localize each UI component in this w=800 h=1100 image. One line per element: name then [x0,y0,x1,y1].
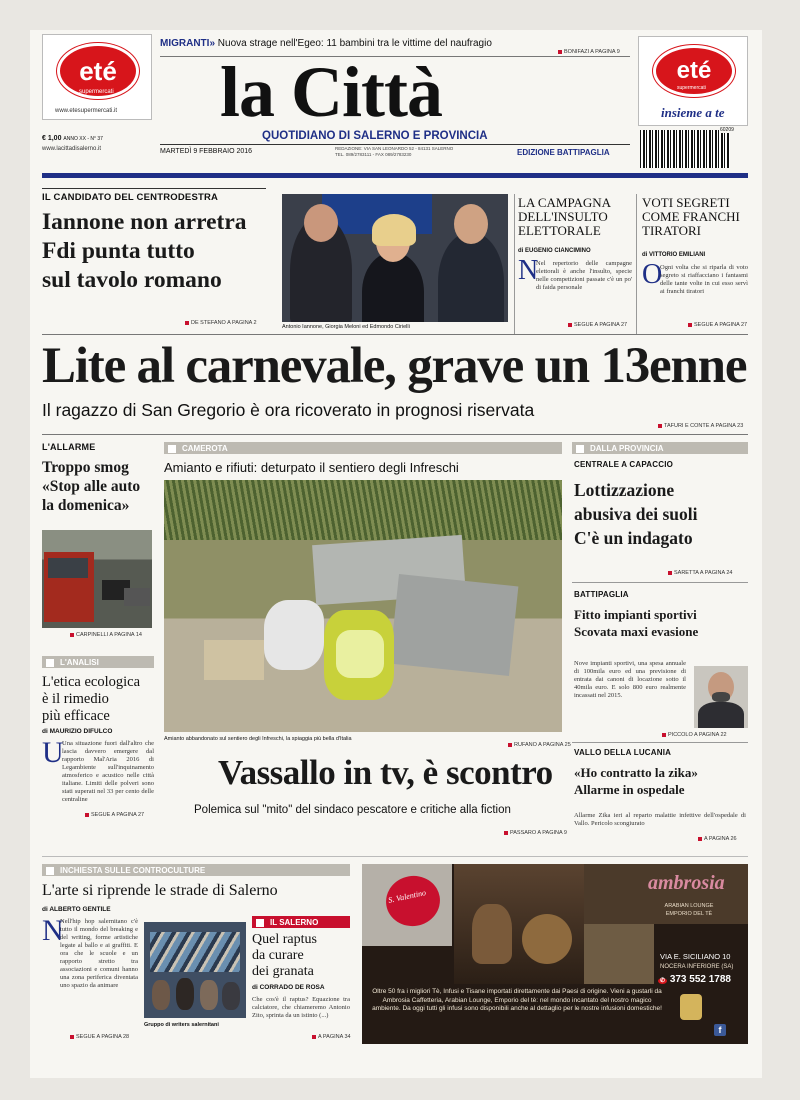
col1-body: Nel repertorio delle campagne elettorali è anche l'insulto, specie nelle competizioni passate c'è un po' di faida personale [536,260,632,291]
salernitana-headline[interactable]: Quel raptus da curare dei granata [252,932,317,979]
ambrosia-ad[interactable]: S. Valentino ambrosia ARABIAN LOUNGE EMPORIO DEL TÈ VIA E. SICILIANO 10 NOCERA INFERIORE (SA) ✆ 373 552 1788 Oltre 50 fra i migliori Tè, Infusi e Tisane importati direttamente dai Paesi di origine. Vieni a gustarli da Ambrosia Caffetteria, Arabian Lounge, Emporio del tè: nel mondo incantato del nostro magico ambiente. Da oggi tutti gli infusi sono disponibili anche al dettaglio per le nostre infusioni domestiche! f [362,864,748,1044]
col2-byline: di VITTORIO EMILIANI [642,252,706,258]
website[interactable]: www.lacittadisalerno.it [42,146,102,152]
smog-ref: CARPINELLI A PAGINA 14 [70,632,142,638]
analisi-body: Una situazione fuori dall'altro che lascia davvero emergere dal rapporto Mal'Aria 2016 di Legambiente sull'inquinamento atmosferico e acustico nelle città italiane. Limiti delle polveri sono stati superati nel 33 per cento delle centraline [62,740,154,803]
ete-url[interactable]: www.etesupermercati.it [55,108,118,114]
camerota-ref: RUFANO A PAGINA 25 [508,742,571,748]
provincia-headline1[interactable]: Lottizzazione abusiva dei suoli C'è un indagato [574,480,698,548]
ete-ad-left[interactable] [42,34,152,120]
inchiesta-ref: SEGUE A PAGINA 28 [70,1034,129,1040]
col1-dropcap: N [518,255,539,286]
provincia-body2: Nove impianti sportivi, una spesa annuale di 100mila euro ed una previsione di entrata dai canoni di locazione sotto il 40mila euro. E solo 800 euro realmente incassati nel 2015. [574,660,686,699]
lead-caption: Antonio Iannone, Giorgia Meloni ed Edmondo Cirielli [282,324,410,330]
analisi-byline: di MAURIZIO DIFULCO [42,728,113,735]
inchiesta-dropcap: N [42,914,64,947]
analisi-bar: L'ANALISI [42,656,154,668]
smog-photo[interactable] [42,530,152,628]
salernitana-bar: IL SALERNO [252,916,350,928]
col2-dropcap: O [642,259,663,290]
ambrosia-sub: ARABIAN LOUNGE EMPORIO DEL TÈ [664,903,714,917]
teaser-ref: BONIFAZI A PAGINA 9 [558,49,620,55]
smog-kicker: L'ALLARME [42,442,96,452]
lead-headline[interactable]: Iannone non arretra Fdi punta tutto sul tavolo romano [42,209,247,293]
ete-logo: eté [57,43,139,99]
teaser-kicker: MIGRANTI [160,38,210,49]
provincia-body3: Allarme Zika ieri al reparto malattie infettive dell'ospedale di Vallo. Pericolo scongiurato [574,812,746,827]
masthead-subtitle: QUOTIDIANO DI SALERNO E PROVINCIA [262,130,488,142]
ambrosia-phone[interactable]: ✆ 373 552 1788 [660,974,731,985]
barcode-number: 60209 [720,127,734,133]
valentine-label: S. Valentino [387,888,427,905]
provincia-ref2: PICCOLO A PAGINA 22 [662,732,727,738]
ambrosia-promo: Oltre 50 fra i migliori Tè, Infusi e Tisane importati direttamente dai Paesi di origine. Vieni a gustarli da Ambrosia Caffetteria, Arabian Lounge, Emporio del tè: nel mondo incantato del nostro magico ambiente. Da oggi tutti gli infusi sono disponibili anche al dettaglio per le nostre infusioni domestiche! [372,988,662,1012]
provincia-ref3: A PAGINA 26 [698,836,737,842]
inchiesta-caption: Gruppo di writers salernitani [144,1022,219,1028]
lead-photo[interactable] [282,194,508,322]
price: € 1,00 ANNO XX - N° 37 [42,135,103,142]
provincia-headline3[interactable]: «Ho contratto la zika» Allarme in ospedale [574,765,698,797]
provincia-kicker3: VALLO DELLA LUCANIA [574,748,672,757]
inchiesta-bar: INCHIESTA SULLE CONTROCULTURE [42,864,350,876]
provincia-ref1: SARETTA A PAGINA 24 [668,570,733,576]
analisi-dropcap: U [42,736,64,769]
col1-ref: SEGUE A PAGINA 27 [568,322,627,328]
provincia-photo[interactable] [694,666,748,728]
ete-ad-right[interactable] [638,36,748,126]
camerota-headline[interactable]: Amianto e rifiuti: deturpato il sentiero degli Infreschi [164,460,459,475]
teaser-text: Nuova strage nell'Egeo: 11 bambini tra le vittime del naufragio [217,38,492,49]
newspaper-front-page [30,30,762,1078]
provincia-headline2[interactable]: Fitto impianti sportivi Scovata maxi evasione [574,607,699,639]
main-subheadline: Il ragazzo di San Gregorio è ora ricoverato in prognosi riservata [42,400,535,420]
lead-kicker: IL CANDIDATO DEL CENTRODESTRA [42,192,219,203]
analisi-headline[interactable]: L'etica ecologica è il rimedio più efficace [42,674,141,724]
inchiesta-photo[interactable] [144,922,246,1018]
smog-headline[interactable]: Troppo smog «Stop alle auto la domenica» [42,459,141,514]
top-teaser[interactable]: MIGRANTI» Nuova strage nell'Egeo: 11 bambini tra le vittime del naufragio [160,38,492,49]
ete-logo-right: eté [653,45,735,97]
provincia-bar: DALLA PROVINCIA [572,442,748,454]
ambrosia-logo: ambrosia [648,872,725,894]
salernitana-body: Che cos'è il raptus? Equazione tra calciatore, che chiameremo Antonio Zito, sprinta da un istinto (...) [252,996,350,1019]
masthead-date: MARTEDÌ 9 FEBBRAIO 2016 [160,148,253,155]
salernitana-ref: A PAGINA 34 [312,1034,351,1040]
col2-headline[interactable]: VOTI SEGRETI COME FRANCHI TIRATORI [642,195,740,238]
analisi-ref: SEGUE A PAGINA 27 [85,812,144,818]
masthead-navy-rule [42,173,748,178]
provincia-kicker1: CENTRALE A CAPACCIO [574,460,674,469]
col1-byline: di EUGENIO CIANCIMINO [518,248,591,254]
main-ref: TAFURI E CONTE A PAGINA 23 [658,423,743,429]
salernitana-byline: di CORRADO DE ROSA [252,984,325,991]
col1-headline[interactable]: LA CAMPAGNA DELL'INSULTO ELETTORALE [518,195,612,238]
inchiesta-body: Nell'hip hop salernitano c'è tutto il mondo del breaking e del writing, forme artistiche legate al ballo e ai graffiti. E ora che le scuole e un rapporto stretto tra associazioni e comuni hanno una zona periferica diventata uno spazio da animare [60,918,138,989]
masthead-title[interactable]: la Città [220,52,442,132]
provincia-kicker2: BATTIPAGLIA [574,590,629,599]
camerota-bar: CAMEROTA [164,442,562,454]
masthead-address: REDAZIONE: VIA SAN LEONARDO 52 - 84131 SALERNO TEL. 089/2783111 - FAX 089/2783230 [335,146,454,157]
vassallo-ref: PASSARO A PAGINA 9 [504,830,567,836]
camerota-photo[interactable] [164,480,562,732]
ete-right-sub: supermercati [677,85,706,91]
ete-slogan: insieme a te [661,105,725,120]
ete-sub: supermercati [79,89,114,95]
inchiesta-headline[interactable]: L'arte si riprende le strade di Salerno [42,882,278,899]
col2-ref: SEGUE A PAGINA 27 [688,322,747,328]
camerota-caption: Amianto abbandonato sul sentiero degli Infreschi, la spiaggia più bella d'Italia [164,736,352,742]
col2-body: Ogni volta che si riparla di voto segreto si riaffacciano i fantasmi delle tante volte in cui esso servì ai franchi tiratori [660,264,748,295]
vassallo-sub: Polemica sul "mito" del sindaco pescatore e critiche alla fiction [194,804,511,816]
vassallo-headline[interactable]: Vassallo in tv, è scontro [218,753,553,792]
main-headline[interactable]: Lite al carnevale, grave un 13enne [42,338,747,394]
inchiesta-byline: di ALBERTO GENTILE [42,906,111,913]
lead-ref: DE STEFANO A PAGINA 2 [185,320,257,326]
masthead-edition: EDIZIONE BATTIPAGLIA [517,148,610,157]
ambrosia-address: VIA E. SICILIANO 10 NOCERA INFERIORE (SA) [660,952,734,970]
barcode [640,130,730,168]
